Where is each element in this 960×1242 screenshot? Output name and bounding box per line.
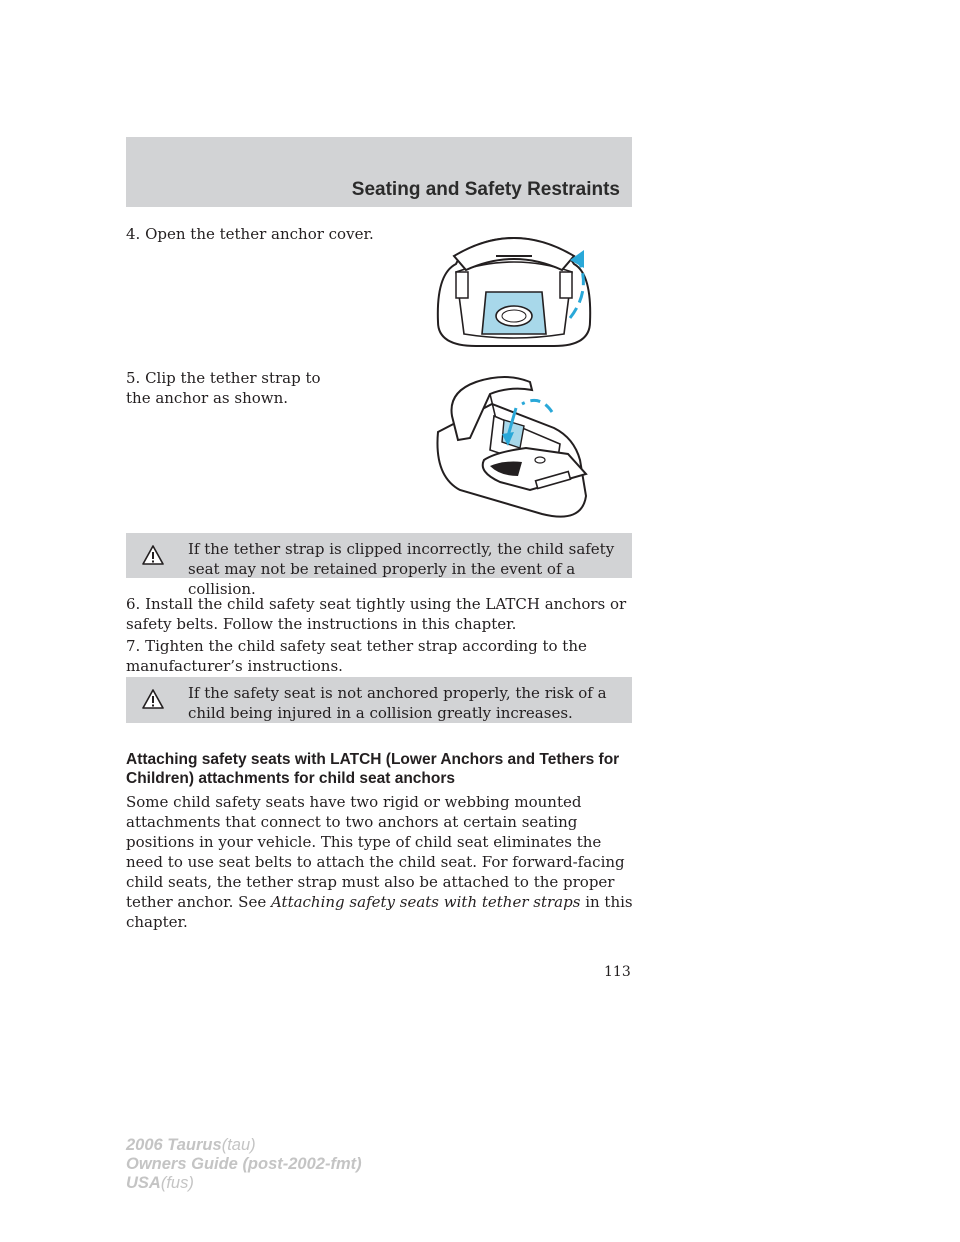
footer-market-code: (fus) <box>160 1174 194 1192</box>
footer-line-1 <box>126 1136 362 1155</box>
warning-text-1: If the tether strap is clipped incorrectly, the child safety seat may not be retained properly in the event of a collision. <box>188 540 615 598</box>
footer-line-3 <box>126 1174 362 1193</box>
warning-triangle-icon <box>142 545 164 565</box>
step-5-text <box>126 368 336 408</box>
step-5-line-1: 5. Clip the tether strap to the anchor as shown. <box>126 369 321 407</box>
tether-strap-clip-illustration <box>430 368 596 520</box>
page-number: 113 <box>604 964 631 980</box>
warning-box-2 <box>126 677 632 723</box>
warning-text-2: If the safety seat is not anchored properly, the risk of a child being injured in a collision greatly increases. <box>188 684 607 722</box>
paragraph-text: Some child safety seats have two rigid or webbing mounted attachments that connect to two anchors at certain seating positions in your vehicle. This type of child seat eliminates the need to use seat belts to attach the child seat. For forward-facing child seats, the tether strap must also be attached to the proper tether anchor. See <box>126 793 625 911</box>
footer-guide: Owners Guide (post-2002-fmt) <box>126 1155 362 1173</box>
paragraph-end: in this chapter. <box>126 893 633 931</box>
latch-paragraph <box>126 792 636 932</box>
tether-anchor-cover-illustration <box>434 222 596 354</box>
warning-box-1 <box>126 533 632 598</box>
cross-reference-link: Attaching safety seats with tether straps <box>270 893 581 911</box>
step-6-text: 6. Install the child safety seat tightly using the LATCH anchors or safety belts. Follow the instructions in this chapter. <box>126 595 627 633</box>
footer-model-code: (tau) <box>221 1136 256 1154</box>
footer-model: 2006 Taurus <box>126 1136 222 1154</box>
warning-triangle-icon <box>142 689 164 709</box>
step-4-text: 4. Open the tether anchor cover. <box>126 225 374 243</box>
footer-market: USA <box>126 1174 161 1192</box>
section-heading-latch: Attaching safety seats with LATCH (Lower Anchors and Tethers for Children) attachments for child seat anchors <box>126 751 620 787</box>
header-band <box>126 137 632 207</box>
chapter-title: Seating and Safety Restraints <box>351 179 620 200</box>
footer-imprint <box>126 1136 362 1193</box>
step-7-text: 7. Tighten the child safety seat tether strap according to the manufacturer’s instructions. <box>126 637 587 675</box>
